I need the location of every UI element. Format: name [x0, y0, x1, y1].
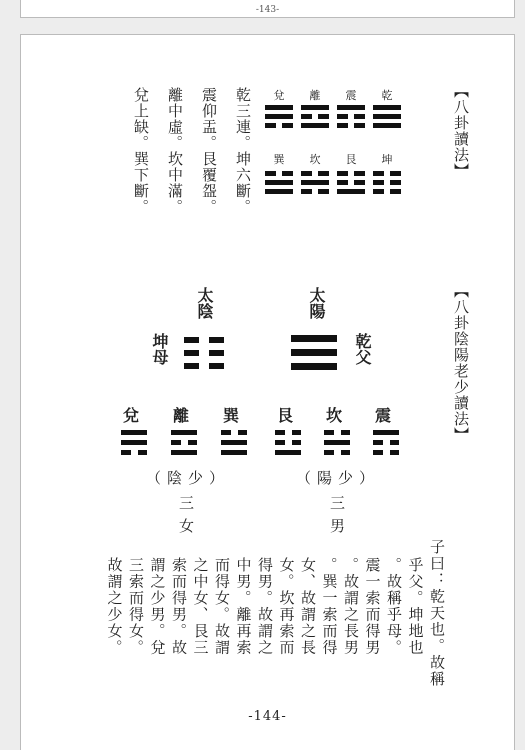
trigram-glyph: [221, 430, 247, 455]
caption-yang-shao: （陽少）: [295, 469, 380, 487]
section-heading-yinyang-reading: 【八卦陰陽老少讀法】: [452, 283, 470, 443]
trigram-glyph: [373, 105, 401, 128]
trigram-glyph: [171, 430, 197, 455]
trigram-label: 艮: [345, 153, 357, 166]
previous-page-edge: [20, 0, 515, 18]
trigram-label: 兌: [123, 406, 140, 425]
trigram-glyph: [324, 430, 350, 455]
trigram-glyph: [121, 430, 147, 455]
trigram-glyph: [337, 105, 365, 128]
commentary-column: 。故謂之長男: [342, 557, 360, 656]
trigram-label: 坎: [309, 153, 321, 166]
commentary-column: 索而得男。故: [170, 557, 188, 656]
trigram-label: 離: [173, 406, 190, 425]
trigram-glyph: [301, 105, 329, 128]
commentary-column: 故謂之少女。: [105, 557, 124, 656]
commentary-column: 得男。故謂之: [256, 557, 274, 656]
label-taiyin: 太陰: [195, 287, 214, 319]
trigram-glyph: [373, 430, 399, 455]
verse-line-3: 離中虛。坎中滿。: [166, 87, 184, 215]
commentary-column: 女。坎再索而: [277, 557, 296, 656]
trigram-label: 巽: [273, 153, 285, 166]
trigram-label: 艮: [277, 406, 294, 425]
trigram-label: 乾: [381, 89, 393, 102]
label-taiyang: 太陽: [307, 287, 326, 319]
commentary-column: 。巽一索而得: [320, 557, 339, 656]
trigram-label: 兌: [273, 89, 285, 102]
trigram-glyph: [265, 171, 293, 194]
trigram-glyph: [275, 430, 301, 455]
commentary-column: 謂之少男。兌: [148, 557, 167, 656]
book-page: [20, 34, 515, 750]
section-heading-bagua-reading: 【八卦讀法】: [452, 83, 470, 179]
label-qian-father: 乾父: [353, 333, 372, 365]
trigram-glyph: [373, 171, 401, 194]
trigram-label: 巽: [223, 406, 240, 425]
trigram-qian-glyph: [291, 335, 337, 370]
page-number: -144-: [248, 709, 287, 724]
verse-line-2: 震仰盂。艮覆盌。: [200, 87, 218, 215]
commentary-column: 三索而得女。: [127, 557, 145, 656]
caption-yin-shao: （陰少）: [145, 469, 230, 487]
commentary-column: 子曰：乾天也。故稱: [428, 539, 446, 688]
commentary-column: 之中女、艮三: [191, 557, 210, 656]
verse-line-1: 乾三連。坤六斷。: [234, 87, 252, 215]
trigram-label: 震: [375, 406, 392, 425]
trigram-label: 坎: [326, 406, 343, 425]
commentary-column: 中男。離再索: [234, 557, 253, 656]
commentary-column: 女、故謂之長: [299, 557, 317, 656]
label-kun-mother: 坤母: [150, 333, 169, 365]
trigram-glyph: [301, 171, 329, 194]
trigram-label: 離: [309, 89, 321, 102]
trigram-label: 坤: [381, 153, 393, 166]
commentary-column: 震一索而得男: [363, 557, 382, 656]
commentary-column: 。故稱乎母。: [385, 557, 403, 656]
commentary-column: 乎父。坤地也: [406, 557, 425, 656]
trigram-glyph: [265, 105, 293, 128]
verse-line-4: 兌上缺。巽下斷。: [132, 87, 150, 215]
label-three-women: 三女: [177, 495, 195, 541]
label-three-men: 三男: [328, 495, 346, 541]
trigram-kun-glyph: [184, 337, 224, 369]
trigram-label: 震: [345, 89, 357, 102]
trigram-glyph: [337, 171, 365, 194]
previous-page-number: -143-: [255, 5, 280, 15]
commentary-column: 而得女。故謂: [213, 557, 231, 656]
